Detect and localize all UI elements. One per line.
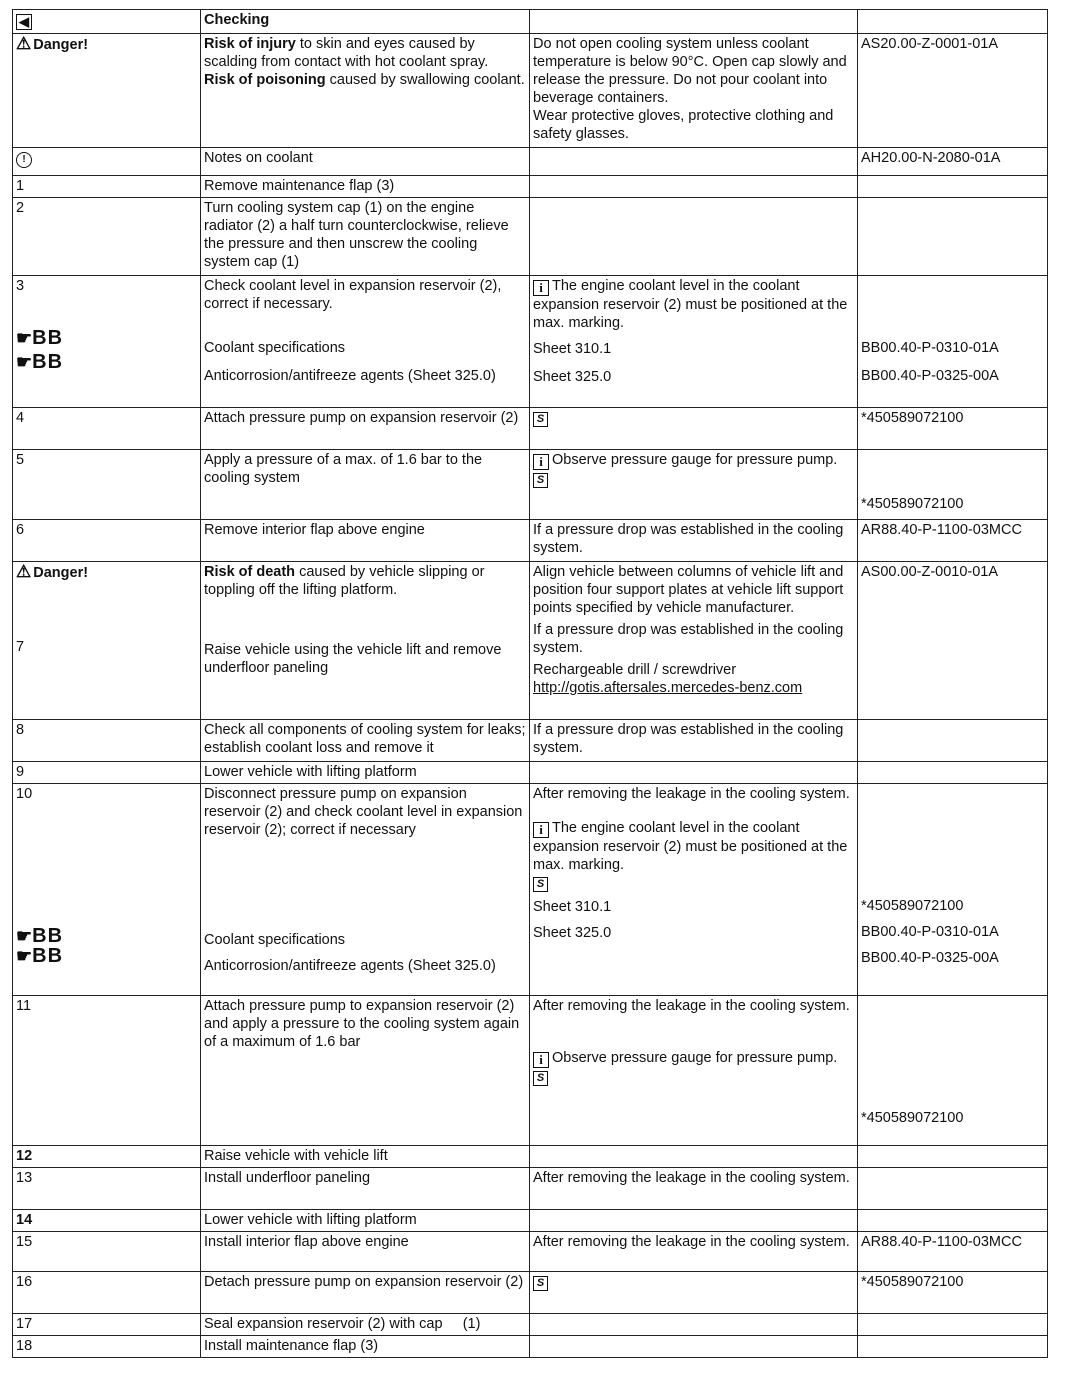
danger-label: Danger!	[33, 565, 89, 581]
pointing-hand-icon: ☛	[16, 926, 33, 946]
back-arrow-box-icon[interactable]: ◀	[16, 14, 32, 30]
special-tool-icon[interactable]: S	[533, 877, 548, 892]
page-title: Checking	[201, 10, 530, 34]
table-row: 13 Install underfloor paneling After removing the leakage in the cooling system.	[13, 1168, 1048, 1210]
danger-label: Danger!	[33, 37, 89, 53]
table-row: 17 Seal expansion reservoir (2) with cap (1)	[13, 1314, 1048, 1336]
table-row: 16 Detach pressure pump on expansion reservoir (2) S *450589072100	[13, 1272, 1048, 1314]
warning-triangle-icon: ⚠	[16, 34, 32, 53]
pointing-hand-icon: ☛	[16, 328, 33, 348]
table-row: 14 Lower vehicle with lifting platform	[13, 1210, 1048, 1232]
warning-triangle-icon: ⚠	[16, 562, 32, 581]
table-row: 12 Raise vehicle with vehicle lift	[13, 1146, 1048, 1168]
gotis-link[interactable]: http://gotis.aftersales.mercedes-benz.com	[533, 680, 803, 696]
table-row: 4 Attach pressure pump on expansion reservoir (2) S *450589072100	[13, 408, 1048, 450]
pointing-hand-icon: ☛	[16, 352, 33, 372]
table-row: ⚠ Danger! Risk of injury to skin and eyes caused by scalding from contact with hot coolant spray. Risk of poisoning caused by swallowing coolant. Do not open cooling system unless coolant temperature is below 90°C. Open cap slowly and release the pressure. Do not pour coolant into beverage containers. Wear protective gloves, protective clothing and safety glasses. AS20.00-Z-0001-01A	[13, 34, 1048, 148]
table-row: 6 Remove interior flap above engine If a pressure drop was established in the cooling system. AR88.40-P-1100-03MCC	[13, 520, 1048, 562]
table-row: 1 Remove maintenance flap (3)	[13, 176, 1048, 198]
table-row: ⚠ Danger! 7 Risk of death caused by vehicle slipping or toppling off the lifting platform. Raise vehicle using the vehicle lift and remove underfloor paneling Align vehicle between columns of vehicle lift and position four support plates at vehicle lift support points specified by vehicle manufacturer. If a pressure drop was established in the cooling system. Rechargeable drill / screwdriver http://gotis.aftersales.mercedes-benz.com AS00.00-Z-0010-01A	[13, 562, 1048, 720]
table-row: ! Notes on coolant AH20.00-N-2080-01A	[13, 148, 1048, 176]
info-icon: i	[533, 454, 549, 470]
special-tool-icon[interactable]: S	[533, 412, 548, 427]
table-row: 10 ☛BB ☛BB Disconnect pressure pump on expansion reservoir (2) and check coolant level in expansion reservoir (2); correct if necessary Coolant specifications Anticorrosion/antifreeze agents (Sheet 325.0) After removing the leakage in the cooling system. i The engine coolant level in the coolant expansion reservoir (2) must be positioned at the max. marking. S Sheet 310.1 Sheet 325.0 *450589072100 BB00.40-P-0310-01A BB00.40-P-0325-00A	[13, 784, 1048, 996]
info-icon: i	[533, 1052, 549, 1068]
table-row: 5 Apply a pressure of a max. of 1.6 bar to the cooling system i Observe pressure gauge for pressure pump. S *450589072100	[13, 450, 1048, 520]
table-row: 3 ☛BB ☛BB Check coolant level in expansion reservoir (2), correct if necessary. Coolant specifications Anticorrosion/antifreeze agents (Sheet 325.0) i The engine coolant level in the coolant expansion reservoir (2) must be positioned at the max. marking. Sheet 310.1 Sheet 325.0 BB00.40-P-0310-01A BB00.40-P-0325-00A	[13, 276, 1048, 408]
info-icon: i	[533, 822, 549, 838]
info-icon: i	[533, 280, 549, 296]
table-row	[13, 10, 1048, 34]
pointing-hand-icon: ☛	[16, 946, 33, 966]
table-row: 9 Lower vehicle with lifting platform	[13, 762, 1048, 784]
table-row: 2 Turn cooling system cap (1) on the engine radiator (2) a half turn counterclockwise, relieve the pressure and then unscrew the cooling system cap (1)	[13, 198, 1048, 276]
table-row: 15 Install interior flap above engine After removing the leakage in the cooling system. AR88.40-P-1100-03MCC	[13, 1232, 1048, 1272]
note-clock-icon: !	[16, 152, 32, 168]
procedure-table	[12, 9, 1048, 1358]
table-row: 8 Check all components of cooling system for leaks; establish coolant loss and remove it If a pressure drop was established in the cooling system.	[13, 720, 1048, 762]
special-tool-icon[interactable]: S	[533, 1071, 548, 1086]
table-row: 18 Install maintenance flap (3)	[13, 1336, 1048, 1358]
table-row: 11 Attach pressure pump to expansion reservoir (2) and apply a pressure to the cooling system again of a maximum of 1.6 bar After removing the leakage in the cooling system. i Observe pressure gauge for pressure pump. S *450589072100	[13, 996, 1048, 1146]
special-tool-icon[interactable]: S	[533, 1276, 548, 1291]
special-tool-icon[interactable]: S	[533, 473, 548, 488]
